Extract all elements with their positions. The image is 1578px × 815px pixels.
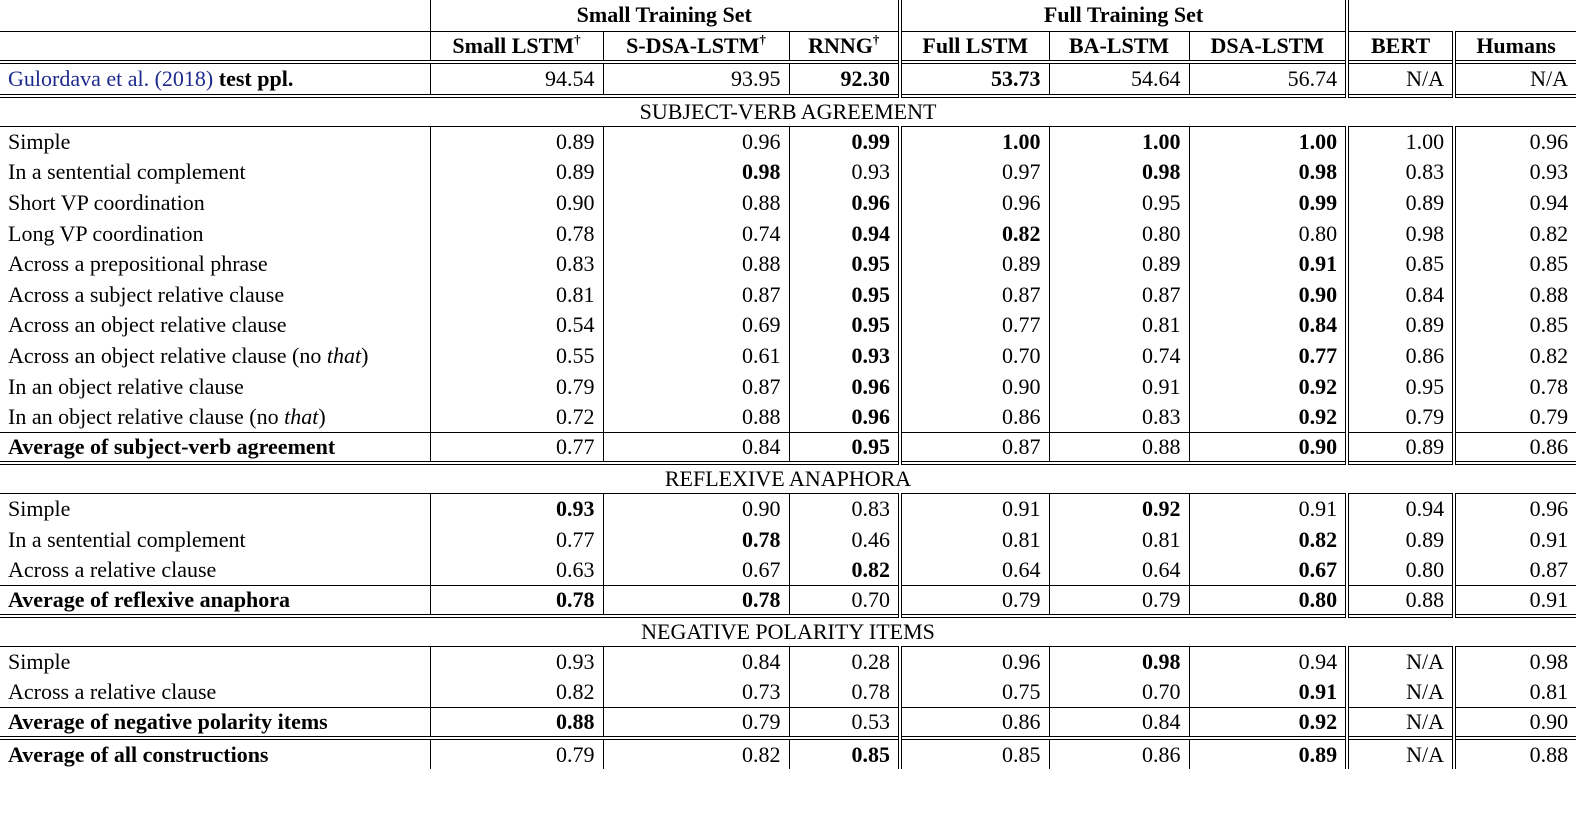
model-name: Humans — [1476, 32, 1556, 58]
row-label-text: Short VP coordination — [8, 190, 205, 216]
value-cell: 0.91 — [1454, 524, 1576, 555]
value-cell: 0.96 — [1454, 494, 1576, 525]
value-cell: 0.79 — [430, 371, 603, 402]
value-cell: 0.64 — [1049, 555, 1189, 586]
value-cell: 0.72 — [430, 402, 603, 433]
value-cell: 56.74 — [1189, 62, 1347, 96]
value-cell: 0.91 — [1189, 494, 1347, 525]
value-cell: 0.95 — [789, 280, 900, 311]
value-cell: 0.83 — [430, 249, 603, 280]
row-label-text: Across a relative clause — [8, 679, 217, 705]
row-label — [0, 555, 430, 586]
value-cell: 0.93 — [430, 494, 603, 525]
value-cell: 0.99 — [1189, 188, 1347, 219]
value-cell: 0.75 — [900, 677, 1049, 708]
value-cell: 1.00 — [1049, 127, 1189, 158]
value-cell: 0.94 — [1347, 494, 1454, 525]
value-cell: 0.82 — [789, 555, 900, 586]
row-label-text: In an object relative clause — [8, 373, 244, 399]
model-name: Full LSTM — [922, 32, 1029, 58]
row-label — [0, 647, 430, 678]
value-cell: 0.87 — [900, 433, 1049, 464]
row-label-text: In an object relative clause (no — [8, 403, 285, 429]
row-label-text: Simple — [8, 129, 71, 155]
value-cell: 0.88 — [430, 708, 603, 739]
value-cell: 1.00 — [1189, 127, 1347, 158]
value-cell: 0.84 — [603, 647, 789, 678]
model-name: Small LSTM — [452, 32, 575, 58]
value-cell: 0.95 — [789, 433, 900, 464]
model-header-corner — [0, 31, 430, 62]
corner-cell — [0, 0, 430, 31]
value-cell: 0.89 — [900, 249, 1049, 280]
value-cell: 0.85 — [1347, 249, 1454, 280]
value-cell: 0.70 — [1049, 677, 1189, 708]
value-cell: 0.80 — [1189, 586, 1347, 617]
value-cell: 0.78 — [430, 586, 603, 617]
row-label — [0, 494, 430, 525]
value-cell: 0.67 — [603, 555, 789, 586]
section-title-row — [0, 96, 1576, 127]
row-label — [0, 249, 430, 280]
value-cell: 0.88 — [1347, 586, 1454, 617]
row-label — [0, 708, 430, 739]
row-label — [0, 677, 430, 708]
group-header — [1347, 0, 1576, 31]
value-cell: 0.92 — [1049, 494, 1189, 525]
value-cell: 0.89 — [430, 127, 603, 158]
value-cell: 0.92 — [1189, 402, 1347, 433]
value-cell: 0.86 — [1454, 433, 1576, 464]
value-cell: 0.91 — [1189, 677, 1347, 708]
value-cell: N/A — [1454, 62, 1576, 96]
value-cell: N/A — [1347, 62, 1454, 96]
row-label-text: Across a subject relative clause — [8, 281, 285, 307]
row-label — [0, 218, 430, 249]
section-title: SUBJECT-VERB AGREEMENT — [639, 99, 937, 125]
value-cell: 0.89 — [1347, 188, 1454, 219]
row-label-text: Across an object relative clause (no — [8, 343, 327, 369]
value-cell: 0.82 — [1454, 218, 1576, 249]
row-label-text: In a sentential complement — [8, 526, 246, 552]
value-cell: 0.96 — [900, 188, 1049, 219]
value-cell: 0.89 — [1347, 524, 1454, 555]
value-cell: 0.92 — [1189, 371, 1347, 402]
row-label-text: Across an object relative clause — [8, 312, 287, 338]
value-cell: 0.90 — [1189, 280, 1347, 311]
value-cell: 0.95 — [789, 249, 900, 280]
value-cell: 0.82 — [430, 677, 603, 708]
value-cell: 0.98 — [1049, 647, 1189, 678]
row-label-text: Simple — [8, 496, 71, 522]
row-label-italic: that — [326, 343, 362, 369]
overall-average-row — [0, 738, 1576, 769]
row-label — [0, 157, 430, 188]
table-row — [0, 341, 1576, 372]
value-cell: 0.86 — [1049, 738, 1189, 769]
value-cell: 0.94 — [1189, 647, 1347, 678]
row-label-text: In a sentential complement — [8, 159, 246, 185]
value-cell: 0.82 — [900, 218, 1049, 249]
value-cell: 0.54 — [430, 310, 603, 341]
value-cell: 0.89 — [1049, 249, 1189, 280]
row-label — [0, 310, 430, 341]
value-cell: 0.90 — [1189, 433, 1347, 464]
value-cell: 0.70 — [900, 341, 1049, 372]
model-header — [900, 31, 1049, 62]
value-cell: 0.88 — [1454, 280, 1576, 311]
row-label — [0, 371, 430, 402]
model-name: RNNG — [808, 32, 873, 58]
row-label-text: Average of all constructions — [8, 741, 269, 767]
value-cell: 0.90 — [1454, 708, 1576, 739]
value-cell: 0.86 — [900, 708, 1049, 739]
value-cell: 0.88 — [1049, 433, 1189, 464]
row-label — [0, 402, 430, 433]
table-row — [0, 494, 1576, 525]
table-row — [0, 402, 1576, 433]
value-cell: 0.93 — [1454, 157, 1576, 188]
value-cell: 0.87 — [900, 280, 1049, 311]
model-header-row — [0, 31, 1576, 62]
value-cell: 0.98 — [1347, 218, 1454, 249]
value-cell: 0.55 — [430, 341, 603, 372]
model-header — [1049, 31, 1189, 62]
perplexity-label — [0, 62, 430, 96]
row-label-text: Average of reflexive anaphora — [8, 587, 291, 613]
value-cell: 0.97 — [900, 157, 1049, 188]
citation-link[interactable]: Gulordava et al. (2018) — [8, 66, 214, 91]
value-cell: 0.87 — [603, 280, 789, 311]
table-row — [0, 127, 1576, 158]
model-header — [1189, 31, 1347, 62]
model-header — [603, 31, 789, 62]
value-cell: 0.77 — [430, 524, 603, 555]
value-cell: 0.91 — [1189, 249, 1347, 280]
value-cell: 54.64 — [1049, 62, 1189, 96]
row-label-text: Across a relative clause — [8, 556, 217, 582]
value-cell: N/A — [1347, 647, 1454, 678]
group-header: Full Training Set — [900, 0, 1347, 31]
value-cell: 0.96 — [900, 647, 1049, 678]
table-row — [0, 280, 1576, 311]
value-cell: 0.93 — [430, 647, 603, 678]
row-label — [0, 127, 430, 158]
table-header — [0, 0, 1576, 62]
value-cell: 0.74 — [603, 218, 789, 249]
value-cell: 0.85 — [1454, 249, 1576, 280]
row-label — [0, 524, 430, 555]
value-cell: 0.81 — [900, 524, 1049, 555]
value-cell: 0.85 — [1454, 310, 1576, 341]
value-cell: 0.86 — [1347, 341, 1454, 372]
value-cell: 0.89 — [1347, 433, 1454, 464]
value-cell: 0.74 — [1049, 341, 1189, 372]
value-cell: 94.54 — [430, 62, 603, 96]
table-row — [0, 371, 1576, 402]
value-cell: 0.86 — [900, 402, 1049, 433]
section-title: REFLEXIVE ANAPHORA — [664, 466, 912, 492]
value-cell: 0.84 — [1189, 310, 1347, 341]
value-cell: 0.84 — [1347, 280, 1454, 311]
value-cell: 0.82 — [1189, 524, 1347, 555]
value-cell: 53.73 — [900, 62, 1049, 96]
value-cell: 1.00 — [900, 127, 1049, 158]
value-cell: 0.91 — [1049, 371, 1189, 402]
row-label — [0, 586, 430, 617]
value-cell: 0.90 — [430, 188, 603, 219]
dagger-mark: † — [759, 31, 766, 47]
value-cell: 0.96 — [789, 402, 900, 433]
value-cell: 0.82 — [603, 738, 789, 769]
row-label-text: Average of negative polarity items — [8, 709, 328, 735]
value-cell: 0.85 — [789, 738, 900, 769]
value-cell: N/A — [1347, 738, 1454, 769]
value-cell: 0.81 — [1049, 310, 1189, 341]
value-cell: 93.95 — [603, 62, 789, 96]
value-cell: 0.84 — [1049, 708, 1189, 739]
value-cell: 0.94 — [789, 218, 900, 249]
table-row — [0, 555, 1576, 586]
table-row — [0, 524, 1576, 555]
value-cell: 0.83 — [1347, 157, 1454, 188]
row-label-text: Average of subject-verb agreement — [8, 434, 336, 460]
model-name: BERT — [1370, 32, 1431, 58]
value-cell: 0.93 — [789, 341, 900, 372]
value-cell: 0.95 — [1049, 188, 1189, 219]
row-label — [0, 280, 430, 311]
row-label-text: Long VP coordination — [8, 220, 204, 246]
value-cell: 0.70 — [789, 586, 900, 617]
row-label — [0, 738, 430, 769]
row-label-text: Across a prepositional phrase — [8, 251, 268, 277]
value-cell: 0.78 — [430, 218, 603, 249]
average-row — [0, 586, 1576, 617]
value-cell: 0.78 — [789, 677, 900, 708]
table-row — [0, 249, 1576, 280]
row-label — [0, 433, 430, 464]
model-name: BA-LSTM — [1068, 32, 1170, 58]
table-row — [0, 218, 1576, 249]
value-cell: 0.88 — [1454, 738, 1576, 769]
value-cell: 0.81 — [1454, 677, 1576, 708]
value-cell: 0.69 — [603, 310, 789, 341]
value-cell: 0.85 — [900, 738, 1049, 769]
value-cell: 0.78 — [603, 586, 789, 617]
value-cell: 0.77 — [900, 310, 1049, 341]
value-cell: 0.89 — [1347, 310, 1454, 341]
group-header: Small Training Set — [430, 0, 900, 31]
value-cell: 0.80 — [1049, 218, 1189, 249]
model-header — [789, 31, 900, 62]
value-cell: 0.79 — [1347, 402, 1454, 433]
value-cell: 0.67 — [1189, 555, 1347, 586]
value-cell: 0.96 — [789, 188, 900, 219]
value-cell: 0.96 — [1454, 127, 1576, 158]
table-row — [0, 157, 1576, 188]
table-row — [0, 310, 1576, 341]
value-cell: N/A — [1347, 708, 1454, 739]
table-body — [0, 62, 1576, 769]
table-row — [0, 188, 1576, 219]
model-header — [1347, 31, 1454, 62]
value-cell: 0.61 — [603, 341, 789, 372]
value-cell: 0.73 — [603, 677, 789, 708]
value-cell: 0.81 — [430, 280, 603, 311]
value-cell: 0.94 — [1454, 188, 1576, 219]
model-header — [430, 31, 603, 62]
value-cell: 0.53 — [789, 708, 900, 739]
value-cell: 0.84 — [603, 433, 789, 464]
value-cell: 0.83 — [789, 494, 900, 525]
value-cell: 0.98 — [1049, 157, 1189, 188]
value-cell: 0.79 — [603, 708, 789, 739]
row-label-tail: ) — [361, 343, 369, 369]
value-cell: 0.98 — [603, 157, 789, 188]
value-cell: 0.79 — [1454, 402, 1576, 433]
value-cell: 0.93 — [789, 157, 900, 188]
value-cell: 0.88 — [603, 402, 789, 433]
value-cell: N/A — [1347, 677, 1454, 708]
value-cell: 0.80 — [1189, 218, 1347, 249]
group-header-row — [0, 0, 1576, 31]
row-label — [0, 188, 430, 219]
value-cell: 0.81 — [1049, 524, 1189, 555]
value-cell: 0.80 — [1347, 555, 1454, 586]
model-name: S-DSA-LSTM — [626, 32, 760, 58]
value-cell: 0.46 — [789, 524, 900, 555]
value-cell: 0.87 — [1049, 280, 1189, 311]
value-cell: 0.98 — [1454, 647, 1576, 678]
value-cell: 0.90 — [603, 494, 789, 525]
model-header — [1454, 31, 1576, 62]
section-title-row — [0, 616, 1576, 647]
value-cell: 0.88 — [603, 249, 789, 280]
value-cell: 92.30 — [789, 62, 900, 96]
value-cell: 0.89 — [1189, 738, 1347, 769]
value-cell: 0.78 — [603, 524, 789, 555]
value-cell: 0.91 — [900, 494, 1049, 525]
average-row — [0, 708, 1576, 739]
section-title-row — [0, 463, 1576, 494]
row-label-text: Simple — [8, 649, 71, 675]
value-cell: 0.64 — [900, 555, 1049, 586]
row-label — [0, 341, 430, 372]
value-cell: 0.99 — [789, 127, 900, 158]
table-row — [0, 647, 1576, 678]
value-cell: 0.79 — [430, 738, 603, 769]
value-cell: 1.00 — [1347, 127, 1454, 158]
value-cell: 0.96 — [789, 371, 900, 402]
value-cell: 0.95 — [1347, 371, 1454, 402]
value-cell: 0.77 — [1189, 341, 1347, 372]
value-cell: 0.79 — [900, 586, 1049, 617]
perplexity-row — [0, 62, 1576, 96]
value-cell: 0.82 — [1454, 341, 1576, 372]
value-cell: 0.90 — [900, 371, 1049, 402]
perplexity-suffix: test ppl. — [213, 66, 294, 91]
value-cell: 0.91 — [1454, 586, 1576, 617]
value-cell: 0.87 — [603, 371, 789, 402]
value-cell: 0.63 — [430, 555, 603, 586]
row-label-italic: that — [284, 403, 319, 429]
value-cell: 0.88 — [603, 188, 789, 219]
value-cell: 0.98 — [1189, 157, 1347, 188]
table-row — [0, 677, 1576, 708]
value-cell: 0.87 — [1454, 555, 1576, 586]
row-label-tail: ) — [318, 403, 326, 429]
average-row — [0, 433, 1576, 464]
value-cell: 0.79 — [1049, 586, 1189, 617]
value-cell: 0.89 — [430, 157, 603, 188]
value-cell: 0.96 — [603, 127, 789, 158]
value-cell: 0.92 — [1189, 708, 1347, 739]
value-cell: 0.78 — [1454, 371, 1576, 402]
dagger-mark: † — [574, 31, 581, 47]
value-cell: 0.83 — [1049, 402, 1189, 433]
value-cell: 0.77 — [430, 433, 603, 464]
dagger-mark: † — [872, 31, 880, 47]
section-title: NEGATIVE POLARITY ITEMS — [641, 619, 935, 645]
value-cell: 0.28 — [789, 647, 900, 678]
value-cell: 0.95 — [789, 310, 900, 341]
model-name: DSA-LSTM — [1210, 32, 1325, 58]
